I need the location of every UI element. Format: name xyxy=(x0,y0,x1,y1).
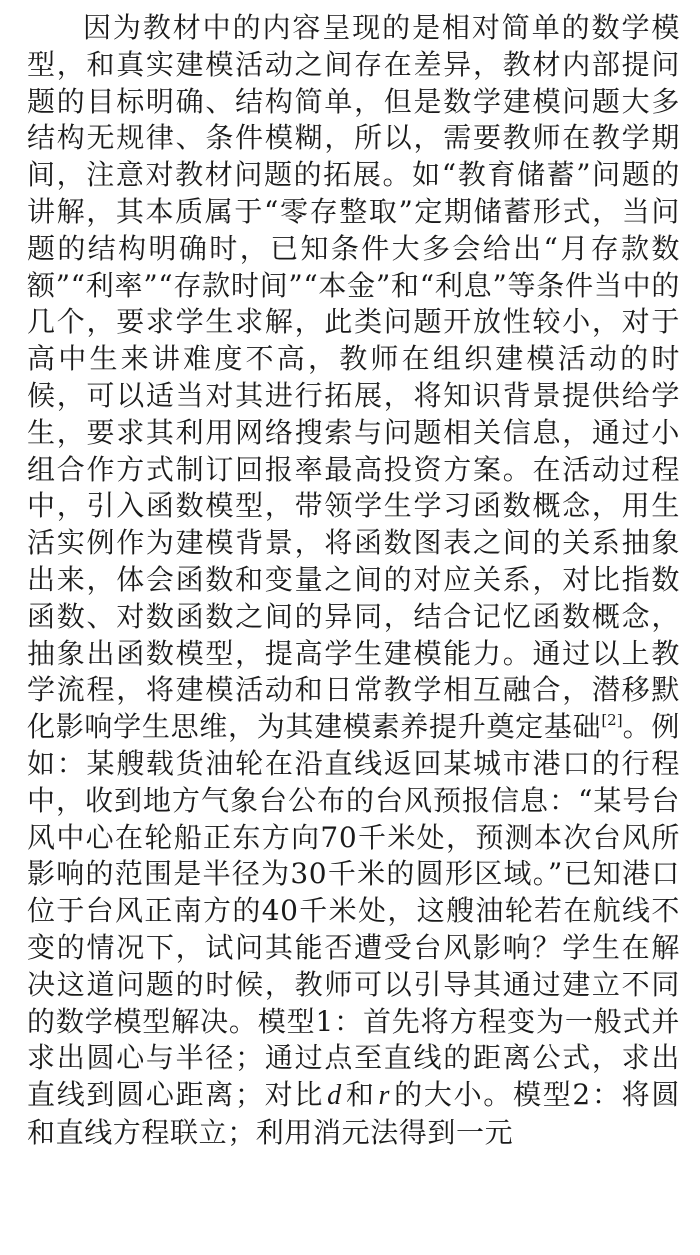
paragraph-text: 的大小。模型2：将圆和直线方程联立；利用消元法得到一元 xyxy=(27,1078,680,1149)
paragraph-text: 和 xyxy=(344,1078,376,1112)
paragraph-text: 。例如：某艘载货油轮在沿直线返回某城市港口的行程中，收到地方气象台公布的台风预报信息：“某号台风中心在轮船正东方向70千米处，预测本次台风所影响的范围是半径为30千米的圆形区域。”已知港口位于台风正南方的40千米处，这艘油轮若在航线不变的情况下，试问其能否遭受台风影响？学生在解决这道问题的时候，教师可以引导其通过建立不同的数学模型解决。模型1：首先将方程变为一般式并求出圆心与半径；通过点至直线的距离公式，求出直线到圆心距离；对比 xyxy=(27,710,680,1112)
citation-reference: [2] xyxy=(601,711,623,730)
variable-d: d xyxy=(327,1080,342,1112)
variable-r: r xyxy=(378,1080,391,1112)
paragraph-text: 因为教材中的内容呈现的是相对简单的数学模型，和真实建模活动之间存在差异，教材内部提问题的目标明确、结构简单，但是数学建模问题大多结构无规律、条件模糊，所以，需要教师在教学期间，注意对教材问题的拓展。如“教育储蓄”问题的讲解，其本质属于“零存整取”定期储蓄形式，当问题的结构明确时，已知条件大多会给出“月存款数额”“利率”“存款时间”“本金”和“利息”等条件当中的几个，要求学生求解，此类问题开放性较小，对于高中生来讲难度不高，教师在组织建模活动的时候，可以适当对其进行拓展，将知识背景提供给学生，要求其利用网络搜索与问题相关信息，通过小组合作方式制订回报率最高投资方案。在活动过程中，引入函数模型，带领学生学习函数概念，用生活实例作为建模背景，将函数图表之间的关系抽象出来，体会函数和变量之间的对应关系，对比指数函数、对数函数之间的异同，结合记忆函数概念，抽象出函数模型，提高学生建模能力。通过以上教学流程，将建模活动和日常教学相互融合，潜移默化影响学生思维，为其建模素养提升奠定基础 xyxy=(27,11,680,744)
body-paragraph xyxy=(27,10,680,1152)
